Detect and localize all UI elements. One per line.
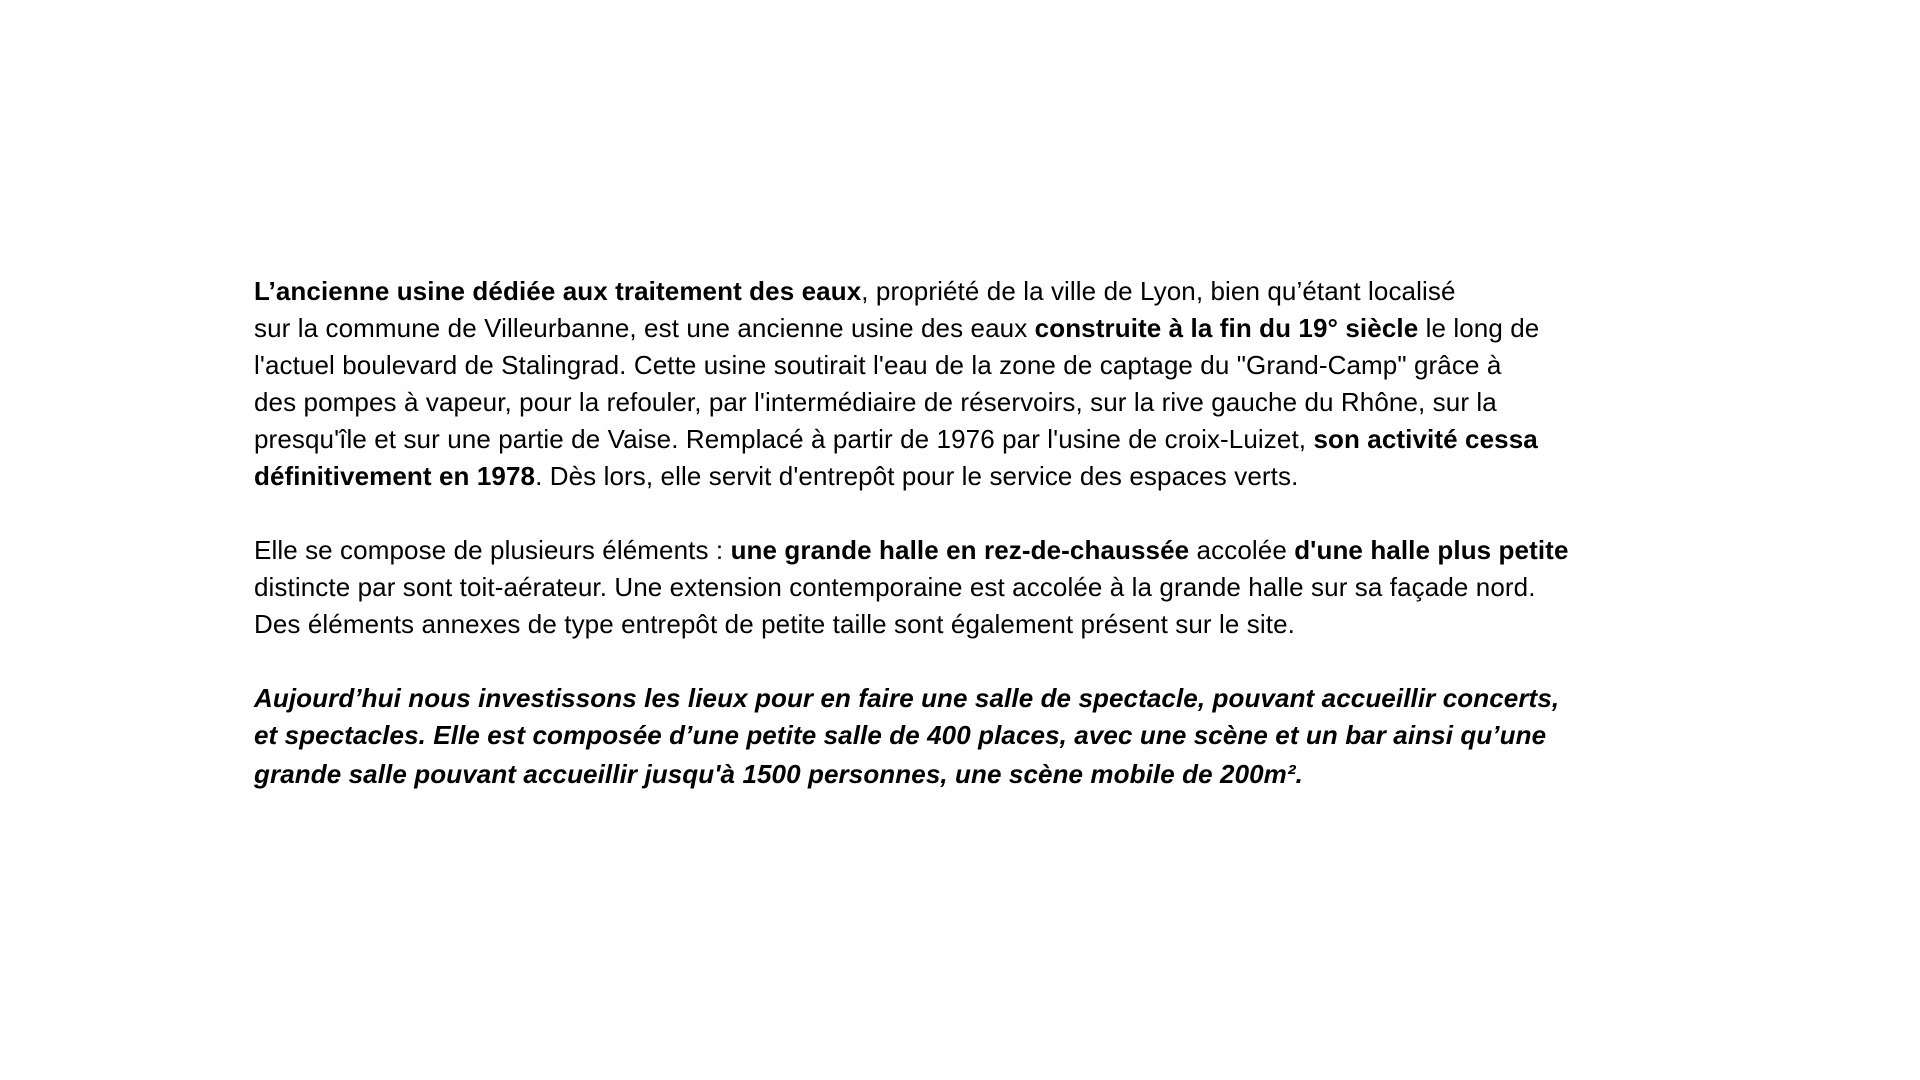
text-line: [254, 532, 1694, 569]
text-run: accolée: [1189, 535, 1295, 565]
text-line: [254, 458, 1694, 495]
text-run: presqu'île et sur une partie de Vaise. Remplacé à partir de 1976 par l'usine de croix-Luizet,: [254, 424, 1314, 454]
paragraph-history: [254, 273, 1694, 495]
text-run: Elle se compose de plusieurs éléments :: [254, 535, 731, 565]
text-run-bold: d'une halle plus petite: [1294, 535, 1569, 565]
text-run: , propriété de la ville de Lyon, bien qu’étant localisé: [861, 276, 1456, 306]
text-run: Des éléments annexes de type entrepôt de petite taille sont également présent sur le site.: [254, 609, 1295, 639]
text-line: [254, 717, 1694, 754]
text-run: des pompes à vapeur, pour la refouler, par l'intermédiaire de réservoirs, sur la rive gauche du Rhône, sur la: [254, 387, 1497, 417]
text-run-bold: construite à la fin du 19° siècle: [1034, 313, 1419, 343]
text-line: [254, 606, 1694, 643]
paragraph-today: [254, 680, 1694, 795]
paragraph-composition: [254, 532, 1694, 643]
text-line: [254, 421, 1694, 458]
text-run-bold: définitivement en 1978: [254, 461, 536, 491]
text-run-bold-italic: et spectacles. Elle est composée d’une petite salle de 400 places, avec une scène et un bar ainsi qu’une: [254, 720, 1547, 750]
text-run-bold-italic: grande salle pouvant accueillir jusqu'à 1500 personnes, une scène mobile de 200m².: [254, 759, 1303, 789]
text-line: [254, 569, 1694, 606]
text-line: [254, 347, 1694, 384]
text-run-bold: une grande halle en rez-de-chaussée: [730, 535, 1190, 565]
text-line: [254, 384, 1694, 421]
text-run-bold: son activité cessa: [1313, 424, 1538, 454]
text-block: [254, 273, 1694, 795]
text-line: [254, 754, 1694, 795]
text-run: distincte par sont toit-aérateur. Une extension contemporaine est accolée à la grande halle sur sa façade nord.: [254, 572, 1536, 602]
text-run-bold: L’ancienne usine dédiée aux traitement des eaux: [254, 276, 862, 306]
text-run: . Dès lors, elle servit d'entrepôt pour le service des espaces verts.: [535, 461, 1299, 491]
text-line: [254, 310, 1694, 347]
text-run: sur la commune de Villeurbanne, est une ancienne usine des eaux: [254, 313, 1035, 343]
text-run: l'actuel boulevard de Stalingrad. Cette usine soutirait l'eau de la zone de captage du "Grand-Camp" grâce à: [254, 350, 1502, 380]
text-run: le long de: [1418, 313, 1540, 343]
text-line: [254, 680, 1694, 717]
text-run-bold-italic: Aujourd’hui nous investissons les lieux pour en faire une salle de spectacle, pouvant accueillir concerts,: [254, 683, 1560, 713]
paragraph-spacer: [254, 643, 1694, 680]
text-line: [254, 273, 1694, 310]
paragraph-spacer: [254, 495, 1694, 532]
